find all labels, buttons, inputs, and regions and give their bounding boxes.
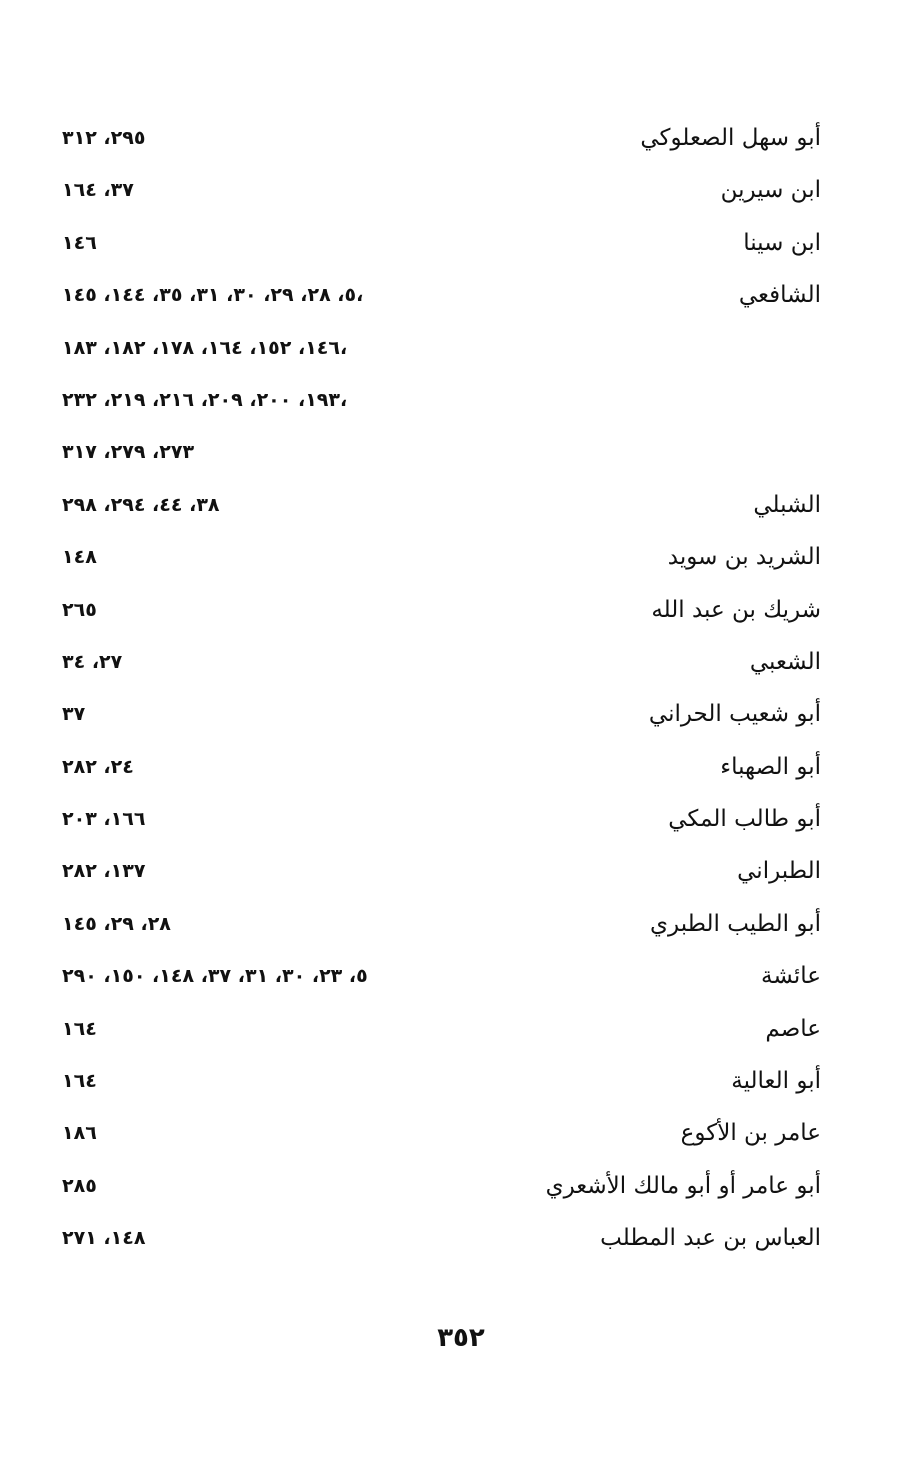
name-index-list	[0, 112, 922, 1265]
entry-name: أبو طالب المكي	[668, 806, 821, 833]
index-entry	[0, 636, 922, 688]
index-entry	[0, 164, 922, 216]
entry-name: الشافعي	[738, 282, 821, 309]
entry-pages: ٣٧، ١٦٤	[62, 179, 134, 202]
index-entry	[0, 269, 922, 321]
index-entry	[0, 217, 922, 269]
entry-pages: ٢٦٥	[62, 598, 97, 621]
entry-pages: ٢٧٣، ٢٧٩، ٣١٧	[62, 441, 195, 464]
entry-name: عامر بن الأكوع	[680, 1120, 821, 1147]
entry-pages: ٢٤، ٢٨٢	[62, 755, 134, 778]
index-entry	[0, 741, 922, 793]
index-entry	[0, 688, 922, 740]
entry-pages: ١٤٦، ١٥٢، ١٦٤، ١٧٨، ١٨٢، ١٨٣،	[62, 336, 348, 359]
entry-pages: ٣٧	[62, 703, 86, 726]
index-entry-continuation	[0, 426, 922, 478]
entry-name: ابن سينا	[743, 229, 821, 256]
entry-pages: ٢٧، ٣٤	[62, 650, 123, 673]
page-number: ٣٥٢	[437, 1323, 485, 1353]
entry-pages: ١٦٤	[62, 1017, 97, 1040]
entry-pages: ٥، ٢٨، ٢٩، ٣٠، ٣١، ٣٥، ١٤٤، ١٤٥،	[62, 284, 364, 307]
index-entry	[0, 1160, 922, 1212]
index-entry	[0, 950, 922, 1002]
entry-name: ابن سيرين	[720, 177, 821, 204]
entry-pages: ١٤٨، ٢٧١	[62, 1227, 146, 1250]
index-entry	[0, 584, 922, 636]
entry-name: الطبراني	[737, 858, 821, 885]
index-entry-continuation	[0, 374, 922, 426]
entry-name: العباس بن عبد المطلب	[600, 1225, 821, 1252]
index-entry	[0, 479, 922, 531]
entry-name: الشريد بن سويد	[667, 544, 821, 571]
entry-name: عائشة	[761, 963, 821, 990]
entry-pages: ١٩٣، ٢٠٠، ٢٠٩، ٢١٦، ٢١٩، ٢٣٢،	[62, 388, 348, 411]
index-entry	[0, 845, 922, 897]
entry-pages: ٣٨، ٤٤، ٢٩٤، ٢٩٨	[62, 493, 220, 516]
entry-name: شريك بن عبد الله	[651, 596, 821, 623]
index-entry	[0, 112, 922, 164]
index-entry-continuation	[0, 322, 922, 374]
entry-pages: ١٨٦	[62, 1122, 97, 1145]
entry-pages: ١٤٨	[62, 546, 97, 569]
index-entry	[0, 1212, 922, 1264]
entry-name: أبو الصهباء	[720, 753, 821, 780]
entry-pages: ٥، ٢٣، ٣٠، ٣١، ٣٧، ١٤٨، ١٥٠، ٢٩٠	[62, 965, 368, 988]
entry-name: أبو سهل الصعلوكي	[640, 125, 821, 151]
entry-pages: ٢٩٥، ٣١٢	[62, 127, 146, 149]
index-entry	[0, 1107, 922, 1159]
entry-pages: ٢٨، ٢٩، ١٤٥	[62, 912, 171, 935]
entry-name: الشبلي	[753, 491, 821, 518]
entry-name: أبو عامر أو أبو مالك الأشعري	[545, 1172, 821, 1199]
entry-pages: ١٤٦	[62, 231, 97, 254]
entry-name: أبو شعيب الحراني	[648, 701, 821, 728]
entry-pages: ١٦٤	[62, 1070, 97, 1093]
index-entry	[0, 1003, 922, 1055]
entry-pages: ١٦٦، ٢٠٣	[62, 808, 146, 831]
index-entry	[0, 1055, 922, 1107]
index-entry	[0, 898, 922, 950]
index-entry	[0, 793, 922, 845]
entry-name: أبو العالية	[731, 1068, 821, 1095]
entry-pages: ٢٨٥	[62, 1174, 97, 1197]
entry-name: عاصم	[765, 1015, 821, 1042]
index-entry	[0, 531, 922, 583]
entry-name: أبو الطيب الطبري	[650, 910, 821, 937]
entry-name: الشعبي	[749, 648, 821, 675]
entry-pages: ١٣٧، ٢٨٢	[62, 860, 146, 883]
